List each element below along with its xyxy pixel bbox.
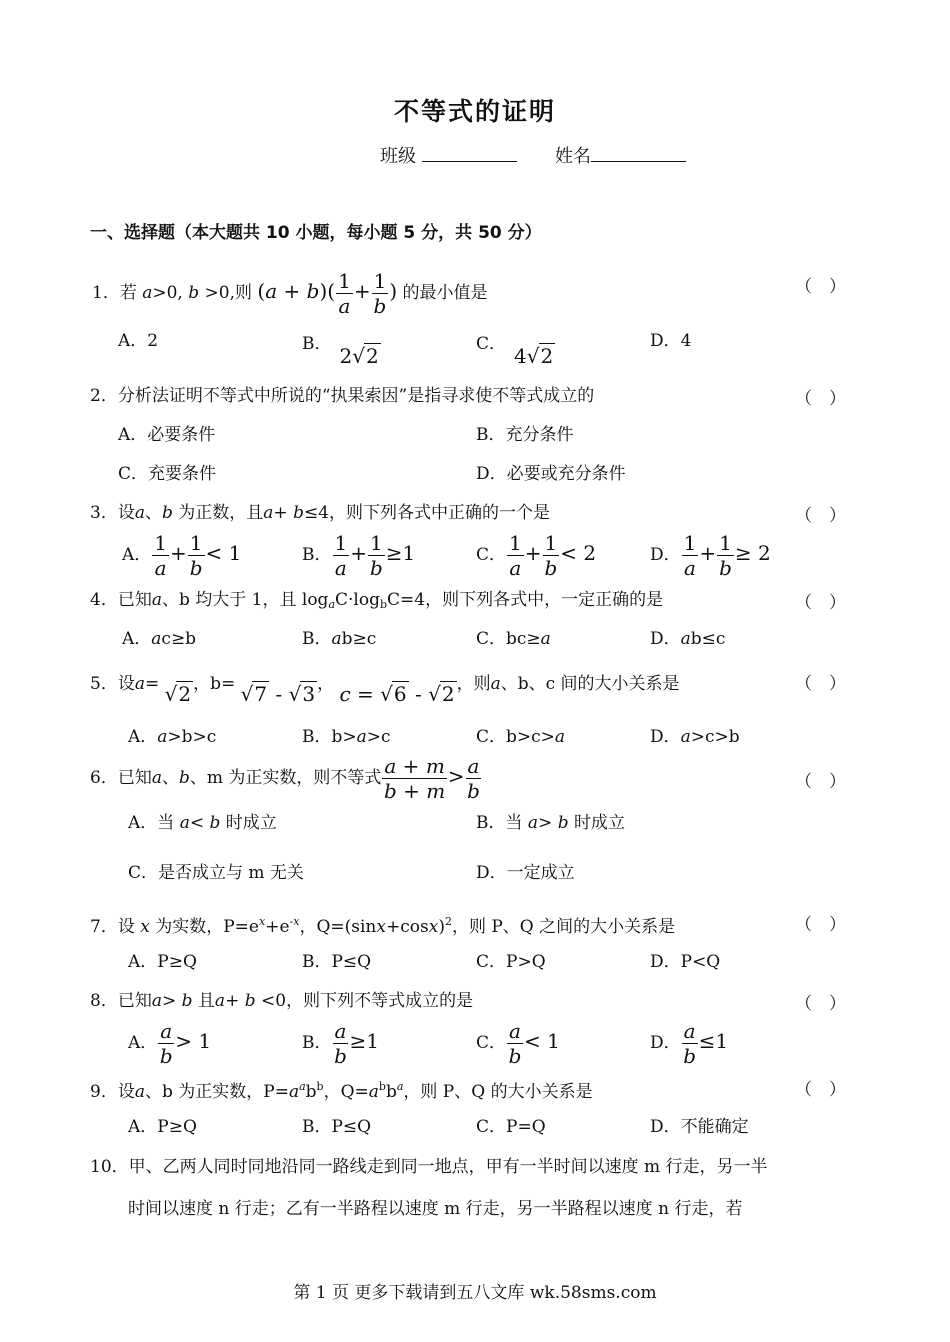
- answer-paren-2: （ ）: [795, 389, 846, 409]
- q7-option-a: A．P≥Q: [128, 952, 197, 972]
- page-title: 不等式的证明: [393, 97, 556, 126]
- q8-option-b: B． $\frac{a}{b}$ ≥1: [302, 1019, 379, 1068]
- q3-option-b: B． $\frac{1}{a}$ + $\frac{1}{b}$ ≥1: [302, 531, 416, 580]
- question-7: 7．设 x 为实数，$P=e^x+e^{-x}$，$Q=(\sin x+\cos x)^2$，则 P、Q 之间的大小关系是: [90, 915, 676, 937]
- q2-option-b: B．充分条件: [476, 425, 574, 445]
- question-9: 9．设a、b 为正实数，$P=a^ab^b$，$Q=a^bb^a$，则 P、Q 的大小关系是: [90, 1080, 593, 1102]
- q9-option-a: A．P≥Q: [128, 1117, 197, 1137]
- q5-option-d: D．a>c>b: [650, 727, 740, 747]
- question-2: 2．分析法证明不等式中所说的“执果索因”是指寻求使不等式成立的: [90, 386, 595, 406]
- class-blank: [422, 147, 517, 162]
- q4-option-a: A．ac≥b: [122, 629, 197, 649]
- q4-option-c: C．bc≥a: [476, 629, 551, 649]
- q6-option-a: A．当 a< b 时成立: [128, 813, 277, 833]
- q1-option-a: A．2: [118, 331, 159, 351]
- q7-option-c: C．P>Q: [476, 952, 546, 972]
- class-label: 班级: [380, 146, 416, 167]
- question-5: 5．设a= √2 ，b= √7 - √3 ， c = √6 - √2 ，则a、b、c 间的大小关系是: [90, 674, 680, 706]
- answer-paren-9: （ ）: [795, 1080, 846, 1100]
- q7-option-d: D．P<Q: [650, 952, 721, 972]
- q9-option-c: C．P=Q: [476, 1117, 546, 1137]
- question-10-line-1: 10．甲、乙两人同时同地沿同一路线走到同一地点，甲有一半时间以速度 m 行走，另一半: [90, 1157, 768, 1177]
- name-blank: [591, 147, 686, 162]
- q8-option-d: D． $\frac{a}{b}$ ≤1: [650, 1019, 729, 1068]
- answer-paren-8: （ ）: [795, 994, 846, 1014]
- q2-option-c: C．充要条件: [118, 464, 217, 484]
- answer-paren-3: （ ）: [795, 506, 846, 526]
- q9-option-d: D．不能确定: [650, 1117, 749, 1137]
- q3-option-d: D． $\frac{1}{a}$ + $\frac{1}{b}$ ≥ 2: [650, 531, 771, 580]
- name-field: [555, 142, 686, 168]
- q1-option-b: B． 2√2: [302, 334, 379, 368]
- question-1: 1．若 a>0, b >0,则 (a + b)( $\frac{1}{a}$ + $\frac{1}{b}$ ) 的最小值是: [92, 269, 488, 318]
- answer-paren-7: （ ）: [795, 915, 846, 935]
- q3-option-a: A． $\frac{1}{a}$ + $\frac{1}{b}$ < 1: [122, 531, 242, 580]
- class-field: [380, 142, 517, 168]
- q8-option-a: A． $\frac{a}{b}$ > 1: [128, 1019, 212, 1068]
- q6-option-d: D．一定成立: [476, 863, 575, 883]
- name-label: 姓名: [555, 146, 591, 167]
- q2-option-d: D．必要或充分条件: [476, 464, 626, 484]
- q1-option-c: C． 4√2: [476, 334, 554, 368]
- q4-option-b: B．ab≥c: [302, 629, 377, 649]
- q2-option-a: A．必要条件: [118, 425, 216, 445]
- q4-option-d: D．ab≤c: [650, 629, 726, 649]
- q6-option-b: B．当 a> b 时成立: [476, 813, 625, 833]
- q6-option-c: C．是否成立与 m 无关: [128, 863, 304, 883]
- q9-option-b: B．P≤Q: [302, 1117, 372, 1137]
- q8-option-c: C． $\frac{a}{b}$ < 1: [476, 1019, 560, 1068]
- question-10-line-2: 时间以速度 n 行走；乙有一半路程以速度 m 行走，另一半路程以速度 n 行走，若: [128, 1199, 743, 1219]
- answer-paren-5: （ ）: [795, 674, 846, 694]
- answer-paren-1: （ ）: [795, 277, 846, 297]
- question-3: 3．设a、b 为正数，且a+ b≤4，则下列各式中正确的一个是: [90, 503, 551, 523]
- q1-option-d: D．4: [650, 331, 692, 351]
- question-6: 6．已知a、b、m 为正实数，则不等式 $\frac{a + m}{b + m}$ > $\frac{a}{b}$: [90, 754, 480, 803]
- q5-option-a: A．a>b>c: [128, 727, 217, 747]
- question-8: 8．已知a> b 且a+ b <0，则下列不等式成立的是: [90, 991, 474, 1011]
- page-footer: 第 1 页 更多下载请到五八文库 wk.58sms.com: [293, 1283, 657, 1303]
- question-4: 4．已知a、b 均大于 1，且 $\log_aC\cdot\log_bC=4$，则下列各式中，一定正确的是: [90, 590, 664, 611]
- answer-paren-6: （ ）: [795, 772, 846, 792]
- q7-option-b: B．P≤Q: [302, 952, 372, 972]
- q5-option-b: B．b>a>c: [302, 727, 391, 747]
- section-heading: 一、选择题（本大题共 10 小题，每小题 5 分，共 50 分）: [90, 223, 542, 243]
- q5-option-c: C．b>c>a: [476, 727, 566, 747]
- q3-option-c: C． $\frac{1}{a}$ + $\frac{1}{b}$ < 2: [476, 531, 597, 580]
- answer-paren-4: （ ）: [795, 593, 846, 613]
